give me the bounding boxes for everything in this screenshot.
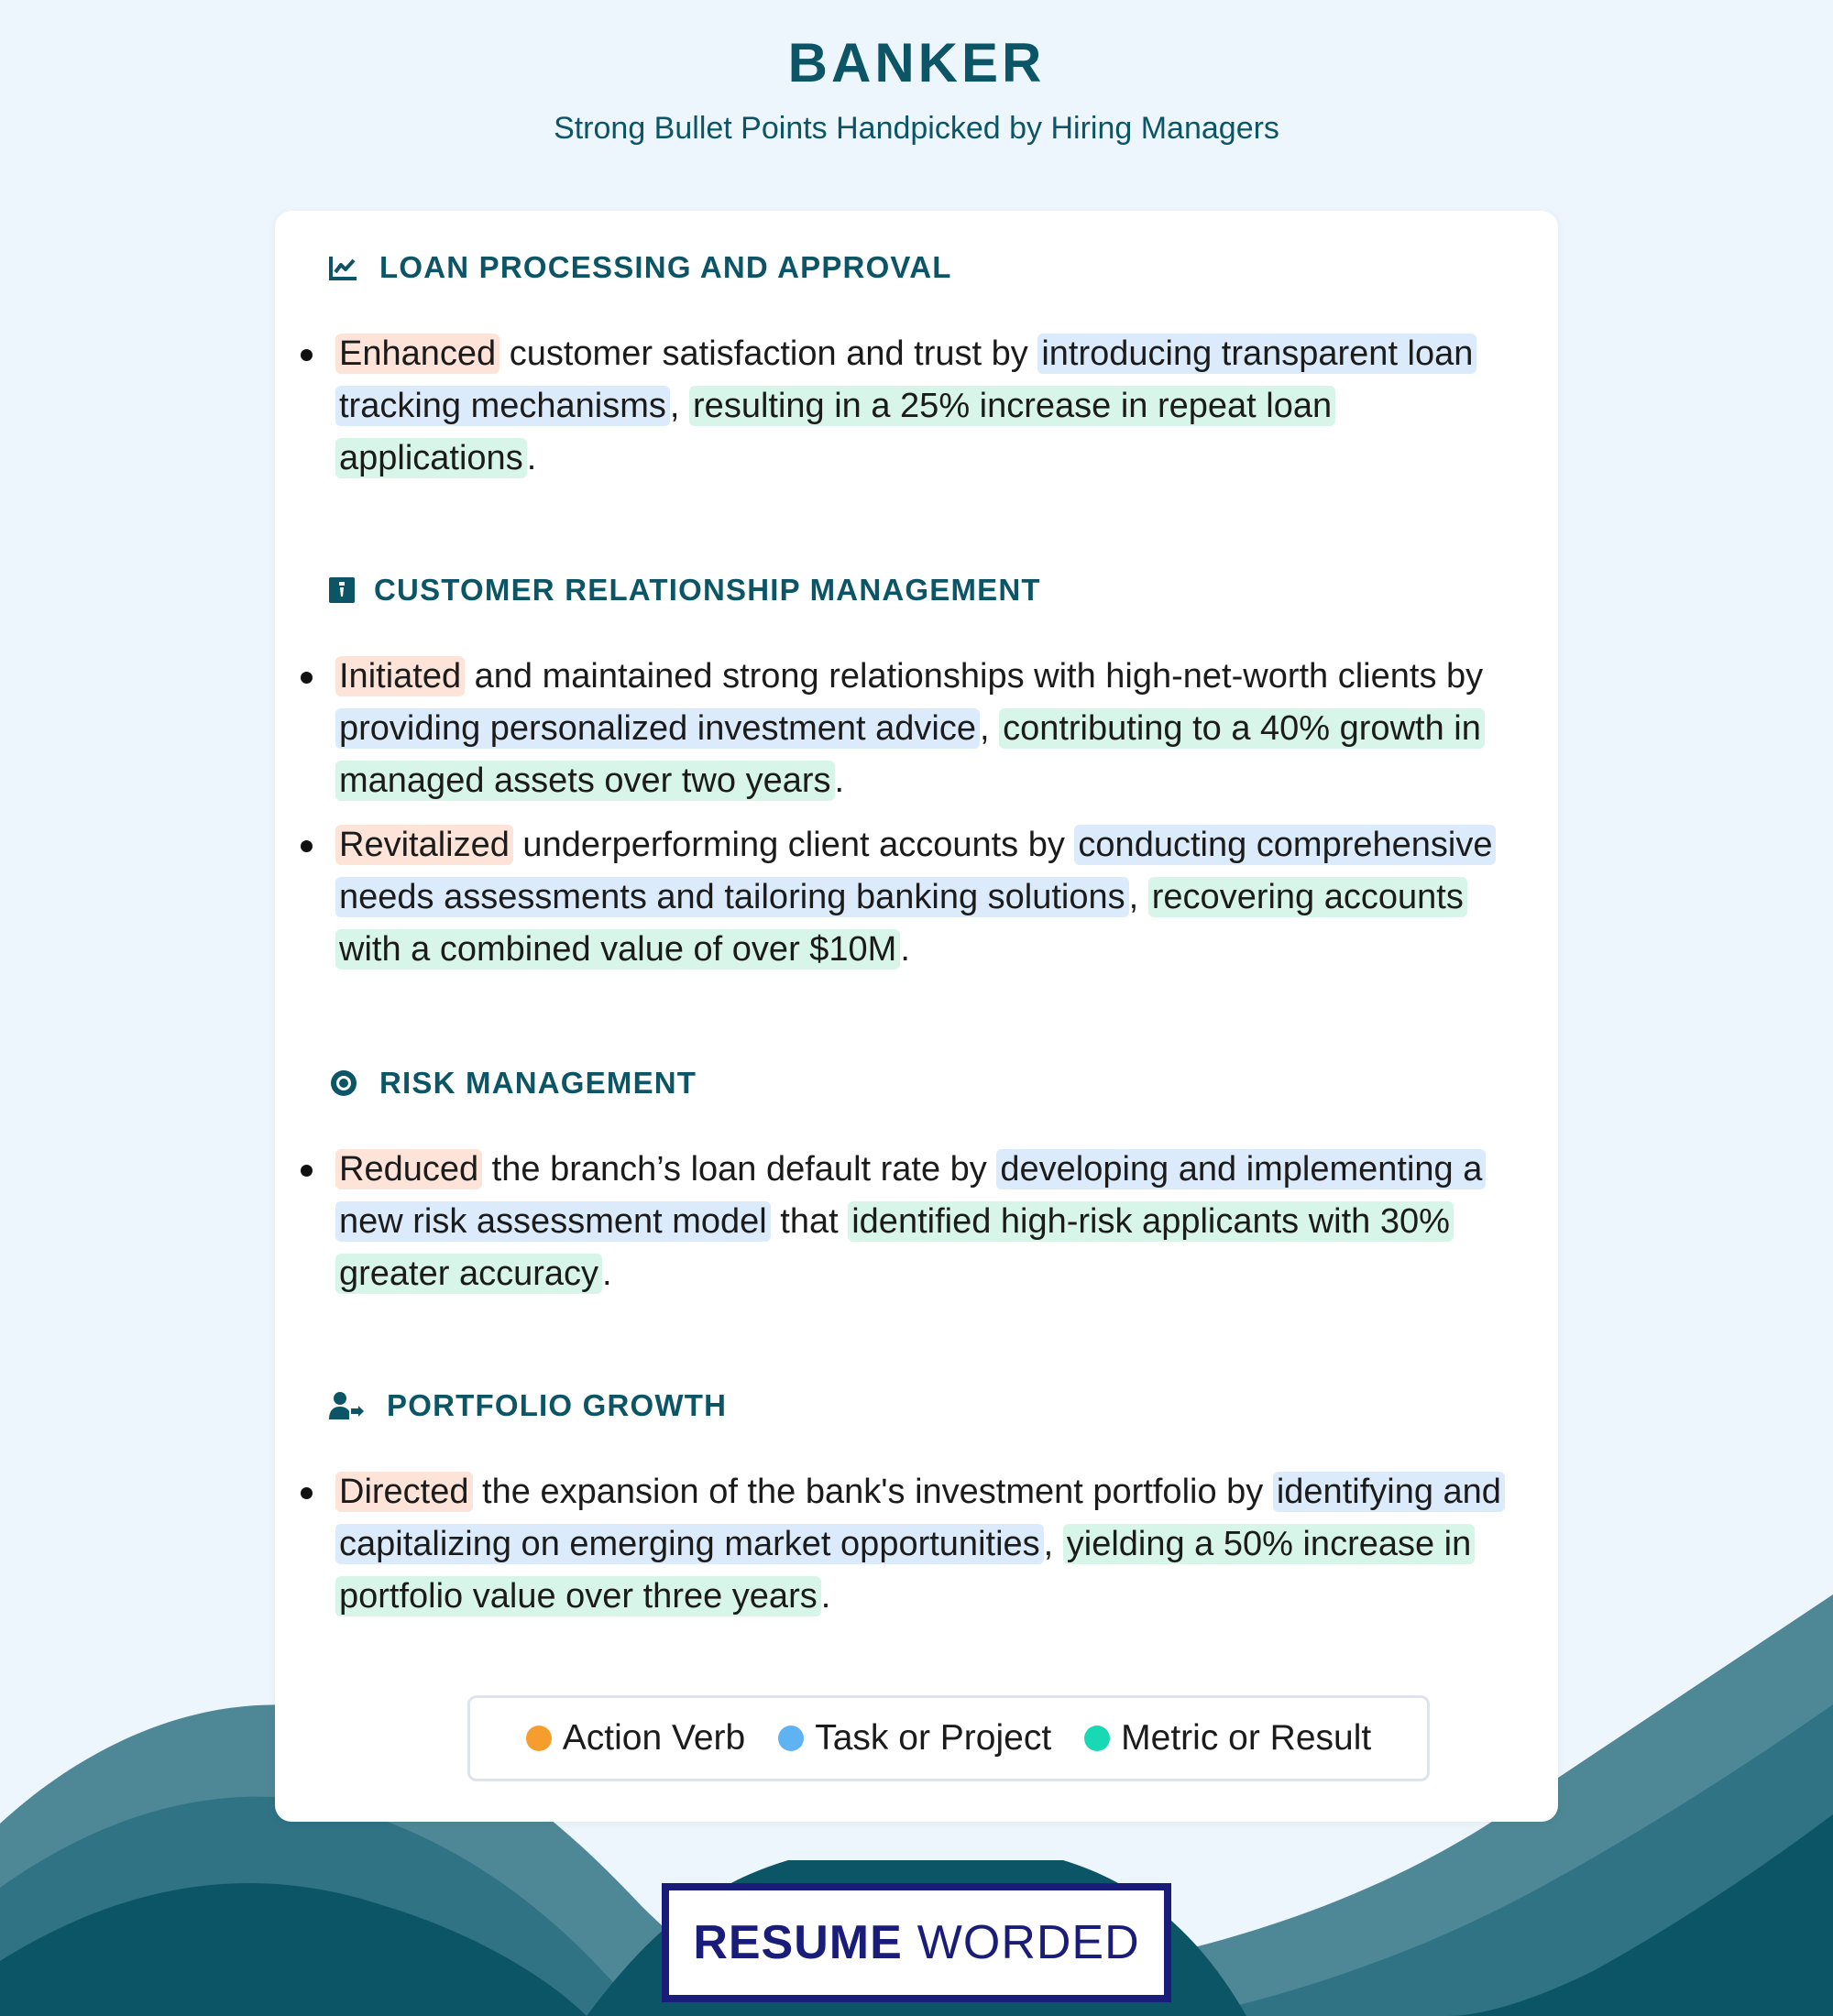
bullet-points-card — [275, 211, 1558, 1822]
chart-line-icon — [328, 252, 359, 283]
metric-highlight: identified high-risk applicants with 30% greater accuracy — [335, 1201, 1454, 1294]
user-growth-icon — [328, 1390, 365, 1421]
bullet-text: . — [526, 439, 537, 477]
blue-dot-icon — [778, 1726, 804, 1751]
task-highlight: identifying and capitalizing on emerging market opportunities — [335, 1472, 1505, 1564]
metric-highlight: yielding a 50% increase in portfolio value over three years — [335, 1524, 1475, 1616]
bullet-list — [275, 1466, 1558, 1623]
task-highlight: providing personalized investment advice — [335, 708, 980, 749]
section-heading-text: CUSTOMER RELATIONSHIP MANAGEMENT — [374, 573, 1041, 607]
task-highlight: developing and implementing a new risk assessment model — [335, 1149, 1486, 1242]
action-verb-highlight: Enhanced — [335, 334, 499, 374]
bullet-text: , — [1043, 1525, 1063, 1563]
bullet-text: customer satisfaction and trust by — [499, 334, 1038, 373]
bullet-list — [275, 1144, 1558, 1300]
bullet-list — [275, 651, 1558, 976]
bullet-text: and maintained strong relationships with high-net-worth clients by — [465, 657, 1484, 696]
bullet-text: underperforming client accounts by — [512, 826, 1075, 864]
logo-text-strong: RESUME — [693, 1916, 903, 1969]
bullet-text: , — [979, 709, 1000, 748]
bullet-text: . — [900, 930, 910, 969]
bullet-item — [335, 1466, 1510, 1623]
section-heading — [328, 1386, 1558, 1426]
bullet-text: . — [820, 1577, 831, 1616]
legend-action-verb — [526, 1718, 745, 1759]
section-heading-text: RISK MANAGEMENT — [379, 1066, 697, 1100]
action-verb-highlight: Directed — [335, 1472, 473, 1512]
metric-highlight: contributing to a 40% growth in managed assets over two years — [335, 708, 1485, 801]
section-heading — [328, 247, 1558, 288]
bullet-dot — [301, 672, 313, 684]
legend-metric-or-result — [1084, 1718, 1371, 1759]
bullet-list — [275, 328, 1558, 485]
bullet-dot — [301, 840, 313, 852]
id-badge-icon — [328, 576, 356, 604]
page-subtitle: Strong Bullet Points Handpicked by Hiring Managers — [554, 111, 1279, 146]
orange-dot-icon — [526, 1726, 552, 1751]
metric-highlight: recovering accounts with a combined value of over $10M — [335, 877, 1467, 970]
bullet-dot — [301, 1487, 313, 1499]
section-heading — [328, 1063, 1558, 1103]
bullet-text: , — [669, 387, 690, 425]
legend-label: Metric or Result — [1121, 1718, 1372, 1758]
bullet-text: the expansion of the bank's investment portfolio by — [472, 1473, 1273, 1511]
action-verb-highlight: Reduced — [335, 1149, 482, 1189]
bullet-item — [335, 819, 1510, 976]
highlight-legend — [467, 1695, 1430, 1781]
metric-highlight: resulting in a 25% increase in repeat loan applications — [335, 386, 1335, 478]
bullet-dot — [301, 349, 313, 361]
bullet-item — [335, 328, 1510, 485]
bullet-text: . — [834, 761, 845, 800]
logo-text-light: WORDED — [916, 1916, 1140, 1969]
task-highlight: introducing transparent loan tracking mechanisms — [335, 334, 1476, 426]
section-loan-processing — [275, 247, 1558, 485]
section-risk-management — [275, 1063, 1558, 1300]
target-circle-icon — [328, 1068, 359, 1099]
bullet-text: , — [1128, 878, 1148, 916]
page-title: BANKER — [787, 32, 1046, 93]
action-verb-highlight: Initiated — [335, 656, 465, 696]
bullet-text: . — [602, 1255, 612, 1293]
section-heading — [328, 570, 1558, 610]
bullet-item — [335, 651, 1510, 807]
section-heading-text: PORTFOLIO GROWTH — [387, 1388, 728, 1422]
bullet-dot — [301, 1165, 313, 1177]
bullet-text: the branch’s loan default rate by — [482, 1150, 997, 1189]
section-customer-relationship — [275, 570, 1558, 976]
bullet-text: that — [770, 1202, 849, 1241]
legend-label: Task or Project — [815, 1718, 1052, 1758]
section-portfolio-growth — [275, 1386, 1558, 1623]
page-header — [0, 0, 1833, 147]
section-heading-text: LOAN PROCESSING AND APPROVAL — [379, 250, 952, 284]
action-verb-highlight: Revitalized — [335, 825, 513, 865]
legend-label: Action Verb — [562, 1718, 746, 1758]
resume-worded-logo — [662, 1883, 1171, 2002]
teal-dot-icon — [1084, 1726, 1110, 1751]
legend-task-or-project — [778, 1718, 1051, 1759]
bullet-item — [335, 1144, 1510, 1300]
task-highlight: conducting comprehensive needs assessments and tailoring banking solutions — [335, 825, 1496, 917]
